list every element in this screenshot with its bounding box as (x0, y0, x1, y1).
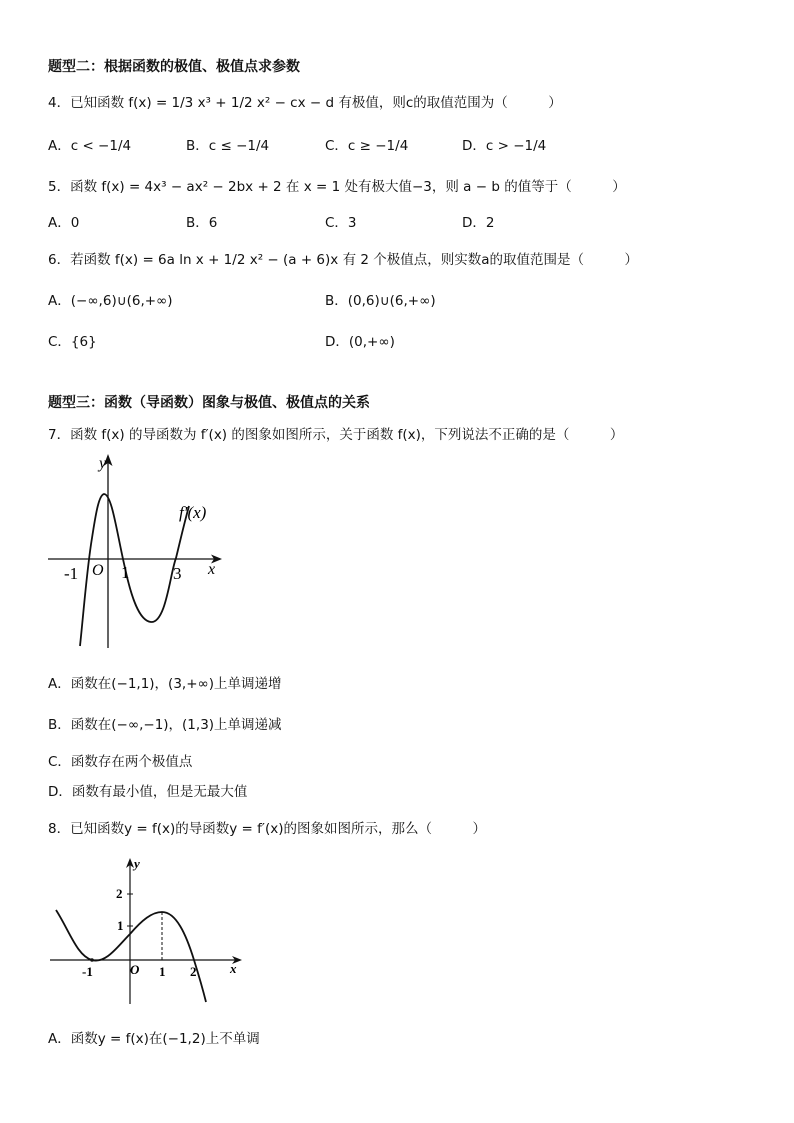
q7-option-a[interactable]: A．函数在(−1,1)，(3,+∞)上单调递增 (48, 676, 282, 692)
q7-option-b[interactable]: B．函数在(−∞,−1)，(1,3)上单调递减 (48, 717, 282, 733)
q8-label-y: y (134, 856, 140, 871)
q6-option-d[interactable]: D．(0,+∞) (325, 334, 395, 350)
question-6-text: 6．若函数 f(x) = 6a ln x + 1/2 x² − (a + 6)x 有 2 个极值点，则实数a的取值范围是（ ） (48, 252, 639, 268)
q6-option-a[interactable]: A．(−∞,6)∪(6,+∞) (48, 293, 173, 309)
q8-derivative-graph (44, 852, 249, 1012)
section-title-3: 题型三：函数（导函数）图象与极值、极值点的关系 (48, 395, 370, 411)
q7-label-origin: O (92, 562, 104, 579)
q7-label-fprime: f′(x) (179, 503, 207, 522)
q8-label-two: 2 (116, 886, 123, 901)
q8-label-one-x: 1 (159, 964, 166, 979)
q6-option-c[interactable]: C．{6} (48, 334, 97, 350)
q7-derivative-graph (40, 448, 240, 653)
q5-option-b[interactable]: B．6 (186, 215, 218, 231)
q8-label-x: x (230, 961, 237, 976)
q8-label-neg1: -1 (82, 964, 93, 979)
question-8-text: 8．已知函数y = f(x)的导函数y = f′(x)的图象如图所示，那么（ ） (48, 821, 486, 837)
q8-derivative-curve (56, 910, 206, 1002)
q8-label-one-y: 1 (117, 918, 124, 933)
q7-label-y: y (99, 455, 107, 472)
question-7-text: 7．函数 f(x) 的导函数为 f′(x) 的图象如图所示，关于函数 f(x)，下列说法不正确的是（ ） (48, 427, 624, 443)
q4-option-a[interactable]: A．c < −1/4 (48, 138, 132, 154)
q8-point-neg1 (90, 958, 94, 962)
q4-option-b[interactable]: B．c ≤ −1/4 (186, 138, 270, 154)
section-title-2: 题型二：根据函数的极值、极值点求参数 (48, 59, 300, 75)
q4-option-c[interactable]: C．c ≥ −1/4 (325, 138, 409, 154)
question-5-text: 5．函数 f(x) = 4x³ − ax² − 2bx + 2 在 x = 1 处有极大值−3，则 a − b 的值等于（ ） (48, 179, 626, 195)
q4-option-d[interactable]: D．c > −1/4 (462, 138, 547, 154)
q5-option-c[interactable]: C．3 (325, 215, 357, 231)
question-4-text: 4．已知函数 f(x) = 1/3 x³ + 1/2 x² − cx − d 有极值，则c的取值范围为（ ） (48, 95, 562, 111)
q8-label-origin: O (130, 962, 140, 977)
q8-label-two-x: 2 (190, 964, 197, 979)
q6-option-b[interactable]: B．(0,6)∪(6,+∞) (325, 293, 436, 309)
q7-label-three: 3 (173, 564, 182, 583)
q7-label-x: x (208, 561, 216, 578)
q7-label-one: 1 (121, 563, 130, 582)
q5-option-a[interactable]: A．0 (48, 215, 80, 231)
q8-option-a[interactable]: A．函数y = f(x)在(−1,2)上不单调 (48, 1031, 260, 1047)
q7-option-c[interactable]: C．函数存在两个极值点 (48, 754, 193, 770)
q5-option-d[interactable]: D．2 (462, 215, 495, 231)
q7-label-neg1: -1 (64, 564, 79, 583)
q7-option-d[interactable]: D．函数有最小值，但是无最大值 (48, 784, 248, 800)
